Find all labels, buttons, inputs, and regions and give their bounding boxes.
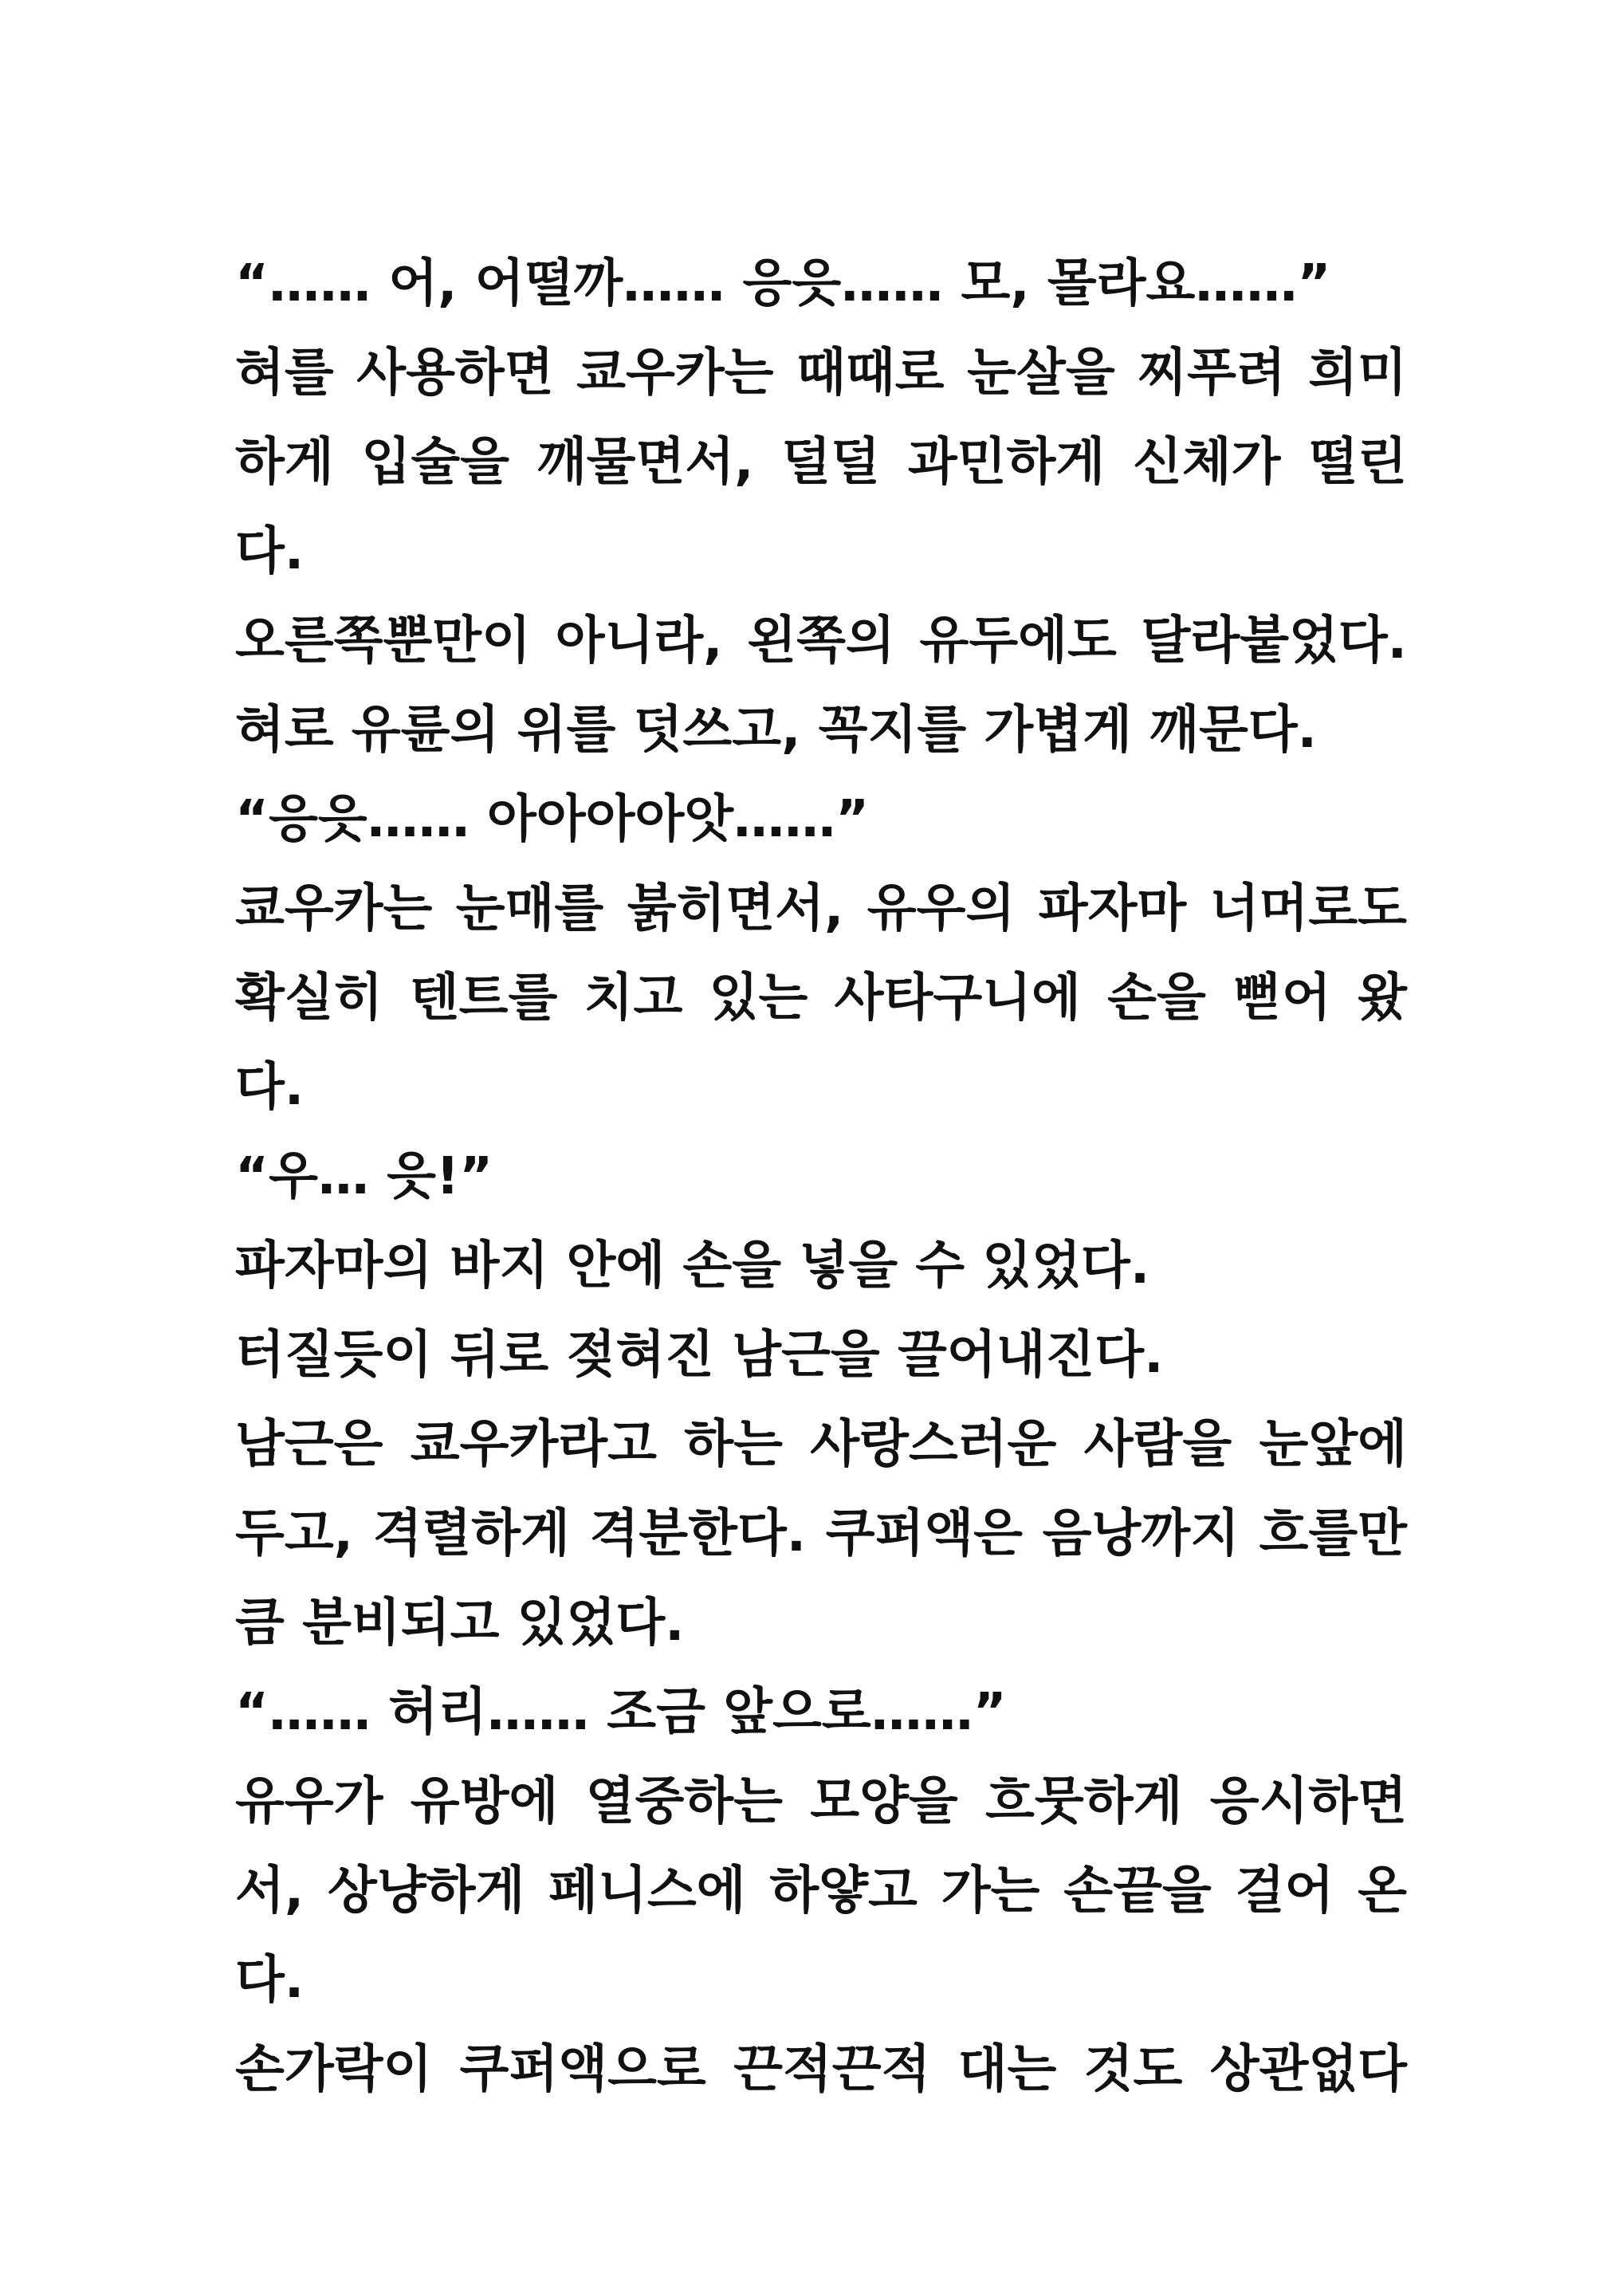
text-line: 두고, 격렬하게 격분한다. 쿠퍼액은 음낭까지 흐를만 <box>235 1504 1407 1563</box>
text-line: 쿄우카는 눈매를 붉히면서, 유우의 파자마 너머로도 <box>235 879 1407 938</box>
text-line: “…… 어, 어떨까…… 응읏…… 모, 몰라요……” <box>235 254 1331 313</box>
text-line: 남근은 쿄우카라고 하는 사랑스러운 사람을 눈앞에 <box>235 1415 1407 1474</box>
text-line: 하게 입술을 깨물면서, 덜덜 과민하게 신체가 떨린 <box>235 433 1407 492</box>
text-line: “우… 읏!” <box>235 1147 493 1206</box>
text-line: 다. <box>235 1951 305 2010</box>
body-text <box>235 239 1407 2114</box>
text-line: 큼 분비되고 있었다. <box>235 1594 685 1653</box>
text-line: “응읏…… 아아아아앗……” <box>235 790 870 849</box>
text-line: 유우가 유방에 열중하는 모양을 흐뭇하게 응시하면 <box>235 1772 1407 1831</box>
text-line: 터질듯이 뒤로 젖혀진 남근을 끌어내진다. <box>235 1326 1164 1385</box>
text-line: “…… 허리…… 조금 앞으로……” <box>235 1683 1007 1742</box>
text-line: 다. <box>235 522 305 581</box>
text-line: 확실히 텐트를 치고 있는 사타구니에 손을 뻗어 왔 <box>235 969 1407 1028</box>
text-line: 손가락이 쿠퍼액으로 끈적끈적 대는 것도 상관없다 <box>235 2040 1407 2099</box>
text-line: 혀를 사용하면 쿄우카는 때때로 눈살을 찌푸려 희미 <box>235 344 1407 403</box>
text-line: 파자마의 바지 안에 손을 넣을 수 있었다. <box>235 1236 1150 1295</box>
text-line: 서, 상냥하게 페니스에 하얗고 가는 손끝을 걸어 온 <box>235 1862 1407 1921</box>
text-line: 다. <box>235 1058 305 1117</box>
text-line: 혀로 유륜의 위를 덧쓰고, 꼭지를 가볍게 깨문다. <box>235 701 1317 760</box>
text-line: 오른쪽뿐만이 아니라, 왼쪽의 유두에도 달라붙었다. <box>235 611 1407 670</box>
